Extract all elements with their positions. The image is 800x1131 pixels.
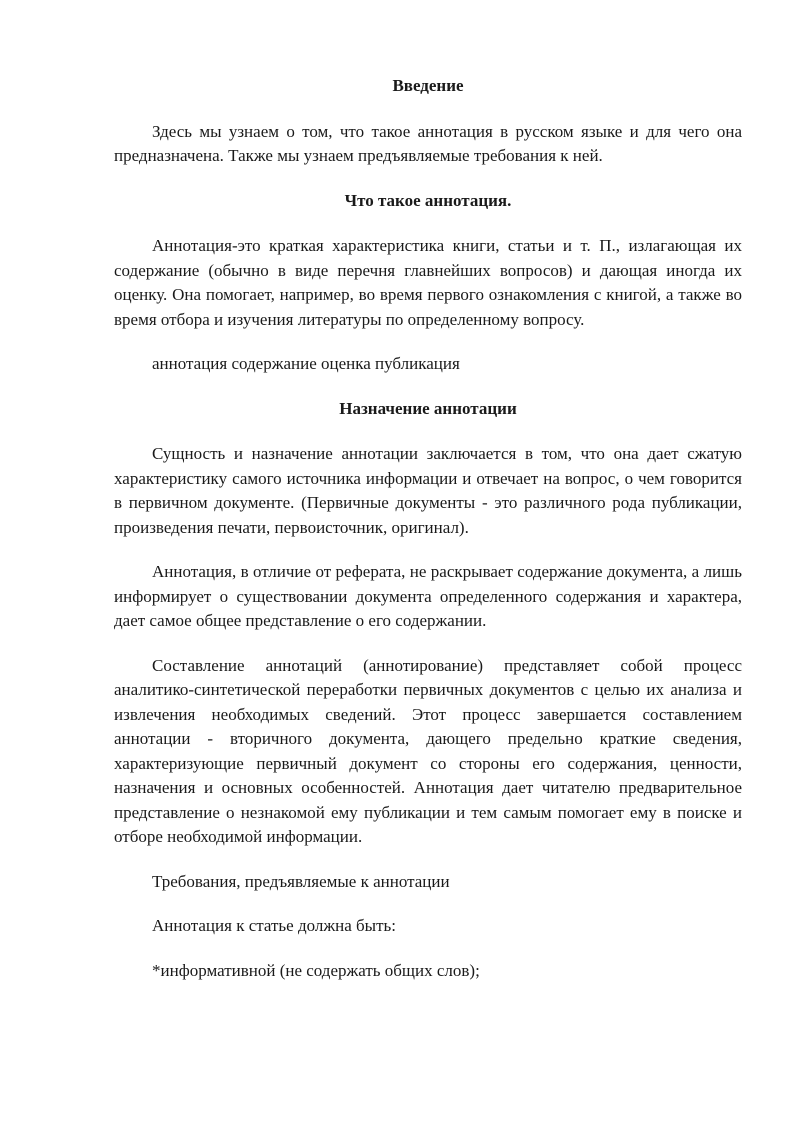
requirements-title: Требования, предъявляемые к аннотации (152, 871, 450, 891)
requirements-item: *информативной (не содержать общих слов); (152, 960, 480, 980)
definition-paragraph: Аннотация-это краткая характеристика книги, статьи и т. П., излагающая их содержание (обычно в виде перечня главнейших вопросов) и дающая иногда их оценку. Она помогает, например, во время первого ознакомления с книгой, а также во время отбора и изучения литературы по определенному вопросу. (114, 236, 742, 329)
requirements-intro: Аннотация к статье должна быть: (152, 916, 396, 935)
keywords-line: аннотация содержание оценка публикация (152, 354, 460, 373)
purpose-paragraph-3: Составление аннотаций (аннотирование) представляет собой процесс аналитико-синтетической переработки первичных документов с целью их анализа и извлечения необходимых сведений. Этот процесс завершается составлением аннотации - вторичного документа, дающего предельно краткие сведения, характеризующие первичный документ со стороны его содержания, ценности, назначения и основных особенностей. Аннотация дает читателю предварительное представление о незнакомой ему публикации и тем самым помогает ему в поиске и отборе необходимой информации. (114, 655, 742, 846)
purpose-paragraph-1: Сущность и назначение аннотации заключается в том, что она дает сжатую характеристику самого источника информации и отвечает на вопрос, о чем говорится в первичном документе. (Первичные документы - это различного рода публикации, произведения печати, первоисточник, оригинал). (114, 444, 742, 537)
what-is-annotation-heading: Что такое аннотация. (344, 190, 512, 210)
intro-paragraph: Здесь мы узнаем о том, что такое аннотация в русском языке и для чего она предназначена. Также мы узнаем предъявляемые требования к ней. (114, 121, 742, 165)
intro-heading: Введение (392, 76, 464, 95)
purpose-paragraph-2: Аннотация, в отличие от реферата, не раскрывает содержание документа, а лишь информирует о существовании документа определенного содержания и характера, дает самое общее представление о его содержании. (114, 562, 742, 630)
purpose-heading: Назначение аннотации (339, 398, 517, 418)
document-page (114, 74, 742, 1003)
